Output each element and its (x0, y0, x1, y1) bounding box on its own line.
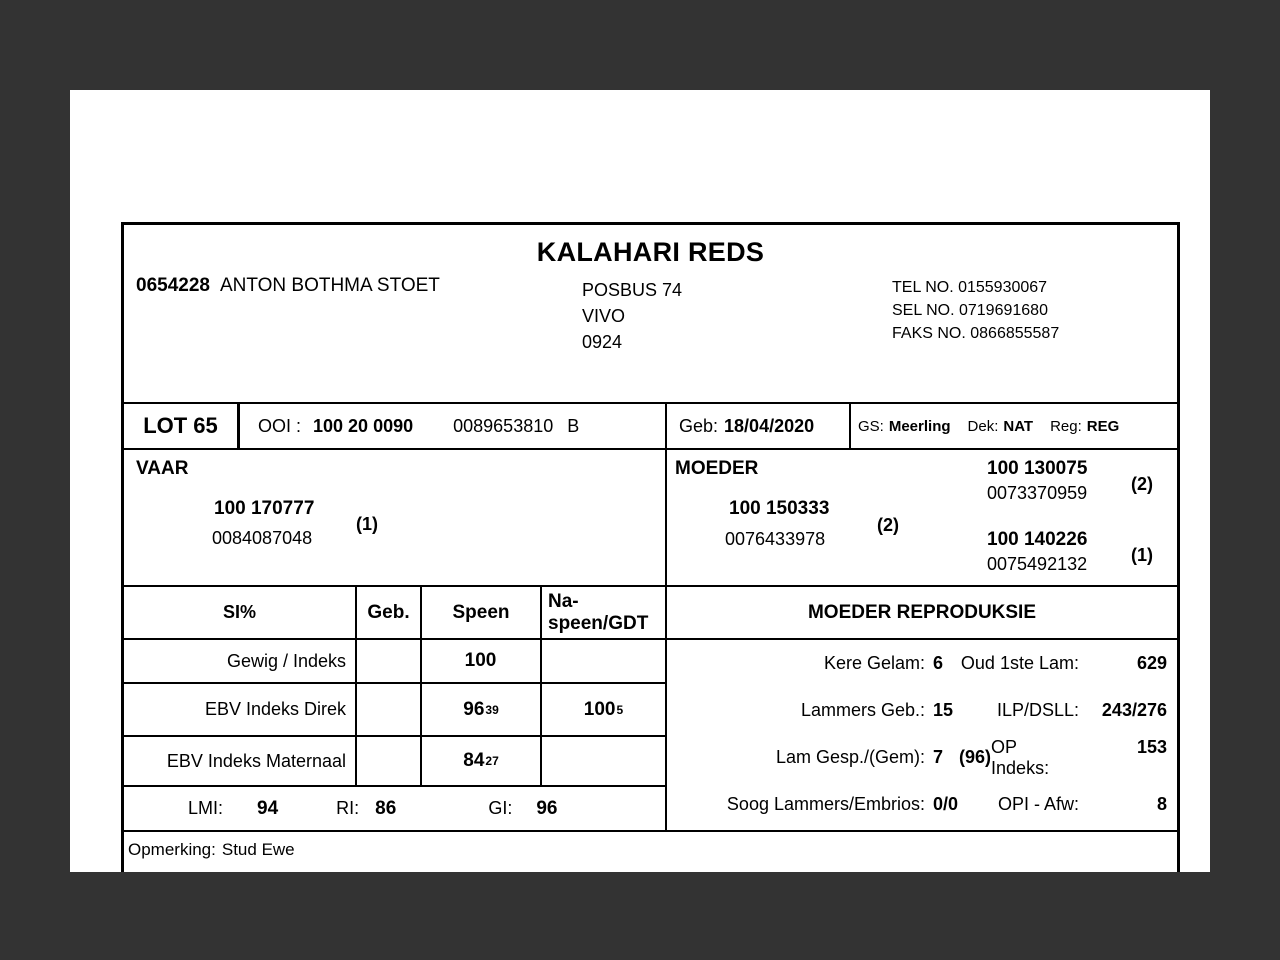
table-row (124, 684, 665, 737)
address-line: POSBUS 74 (582, 280, 683, 300)
geb-cell (357, 640, 422, 682)
naspeen-cell (542, 737, 665, 785)
index-table-header (124, 587, 665, 640)
repro-value: 15 (933, 700, 954, 720)
address-line: VIVO (582, 306, 626, 326)
granddam1-id: 100 130075 (987, 458, 1088, 479)
repro-row (667, 640, 1177, 687)
index-table (124, 587, 667, 832)
ooi-flag: B (567, 415, 580, 436)
address-line: 0924 (582, 332, 623, 352)
breeder-address (582, 277, 682, 355)
row-label: EBV Indeks Maternaal (124, 737, 357, 785)
ooi-id: 100 20 0090 (313, 415, 414, 436)
repro-row (667, 781, 1177, 828)
status-cell (851, 404, 1177, 448)
col-header-speen: Speen (422, 587, 542, 638)
repro-label: OPI - Afw: (997, 794, 1079, 814)
repro-row (667, 687, 1177, 734)
lmi-label: LMI: (188, 798, 224, 818)
granddam1-registration: 0073370959 (987, 483, 1088, 503)
ewe-id-cell (240, 404, 667, 448)
ri-label: RI: (336, 798, 360, 818)
dam-heading: MOEDER (675, 458, 759, 479)
granddam2-registration: 0075492132 (987, 554, 1088, 574)
granddam2-id: 100 140226 (987, 529, 1088, 550)
lot-card (121, 222, 1180, 872)
document-page (70, 90, 1210, 872)
reg-label: Reg: (1050, 417, 1082, 435)
gi-label: GI: (488, 798, 513, 818)
breeder-contacts (892, 276, 1059, 345)
repro-label: OP Indeks: (991, 736, 1050, 778)
naspeen-value: 100 (583, 698, 616, 720)
granddam2-note: (1) (1131, 545, 1153, 565)
ooi-registration: 0089653810 (453, 415, 554, 436)
dam-id: 100 150333 (729, 498, 830, 519)
col-header-naspeen: Na-speen/GDT (548, 590, 649, 634)
card-header (124, 225, 1177, 404)
col-header-si: SI% (124, 587, 357, 638)
sire-registration: 0084087048 (212, 528, 313, 548)
speen-cell: 84 27 (422, 737, 542, 785)
geb-value: 18/04/2020 (724, 415, 815, 436)
ooi-label: OOI : (258, 415, 302, 436)
sire-id: 100 170777 (214, 498, 315, 519)
gs-label: GS: (858, 417, 884, 435)
repro-value: 8 (1156, 794, 1167, 814)
repro-extra: (96) (959, 747, 992, 767)
repro-label: Soog Lammers/Embrios: (726, 794, 925, 814)
remark-value: Stud Ewe (221, 840, 295, 859)
table-row (124, 737, 665, 787)
contact-line: FAKS NO. 0866855587 (892, 325, 1060, 342)
repro-value: 0/0 (933, 794, 959, 814)
speen-value: 100 (464, 650, 497, 671)
speen-cell (422, 640, 542, 682)
repro-right-pair (998, 794, 1167, 815)
speen-value: 84 (463, 750, 485, 771)
reproduction-panel (667, 587, 1177, 832)
dam-cell (667, 450, 1177, 585)
reg-value: REG (1086, 417, 1120, 435)
naspeen-cell: 100 5 (583, 698, 624, 720)
naspeen-cell (542, 640, 665, 682)
contact-line: TEL NO. 0155930067 (892, 279, 1048, 296)
granddam1-note: (2) (1131, 474, 1153, 494)
dek-label: Dek: (967, 417, 999, 435)
repro-right-pair (997, 700, 1167, 721)
sire-cell (124, 450, 667, 585)
repro-left-pair (673, 794, 974, 815)
index-summary-row (124, 787, 665, 830)
dam-note: (2) (877, 515, 899, 535)
sire-heading: VAAR (136, 458, 189, 479)
repro-right-pair (961, 653, 1167, 674)
reproduction-title: MOEDER REPRODUKSIE (667, 587, 1177, 640)
dek-value: NAT (1003, 417, 1034, 435)
repro-value: 7 (933, 747, 944, 767)
repro-left-pair (673, 747, 991, 768)
stud-title: KALAHARI REDS (536, 237, 765, 267)
col-header-geb: Geb. (357, 587, 422, 638)
lmi-value: 94 (257, 797, 279, 819)
contact-line: SEL NO. 0719691680 (892, 302, 1048, 319)
dam-registration: 0076433978 (725, 529, 826, 549)
gi-value: 96 (536, 797, 558, 819)
repro-label: ILP/DSLL: (996, 700, 1079, 720)
ri-value: 86 (375, 797, 397, 819)
repro-value: 153 (1136, 736, 1167, 757)
repro-label: Kere Gelam: (823, 653, 925, 673)
repro-label: Lam Gesp./(Gem): (775, 747, 925, 767)
repro-left-pair (673, 653, 959, 674)
lot-number: LOT 65 (124, 404, 240, 448)
sire-note: (1) (356, 514, 378, 534)
repro-value: 629 (1136, 653, 1167, 673)
geb-label: Geb: (679, 415, 719, 436)
parents-section (124, 450, 1177, 587)
speen-value: 96 (463, 698, 485, 720)
geb-cell (357, 684, 422, 735)
row-label: Gewig / Indeks (124, 640, 357, 682)
breeder-number: 0654228 (136, 275, 210, 296)
lot-row (124, 404, 1177, 450)
repro-left-pair (673, 700, 969, 721)
repro-right-pair (991, 737, 1167, 779)
geb-cell (357, 737, 422, 785)
table-row (124, 640, 665, 684)
birthdate-cell (667, 404, 851, 448)
breeder-name: ANTON BOTHMA STOET (219, 275, 440, 296)
remark-label: Opmerking: (128, 840, 216, 859)
repro-row (667, 734, 1177, 781)
remark-row (124, 832, 1177, 872)
gs-value: Meerling (888, 417, 951, 435)
repro-label: Lammers Geb.: (800, 700, 925, 720)
repro-label: Oud 1ste Lam: (960, 653, 1079, 673)
repro-value: 6 (933, 653, 944, 673)
row-label: EBV Indeks Direk (124, 684, 357, 735)
breeder-line (136, 275, 440, 297)
speen-cell: 96 39 (422, 684, 542, 735)
repro-value: 243/276 (1101, 700, 1167, 720)
